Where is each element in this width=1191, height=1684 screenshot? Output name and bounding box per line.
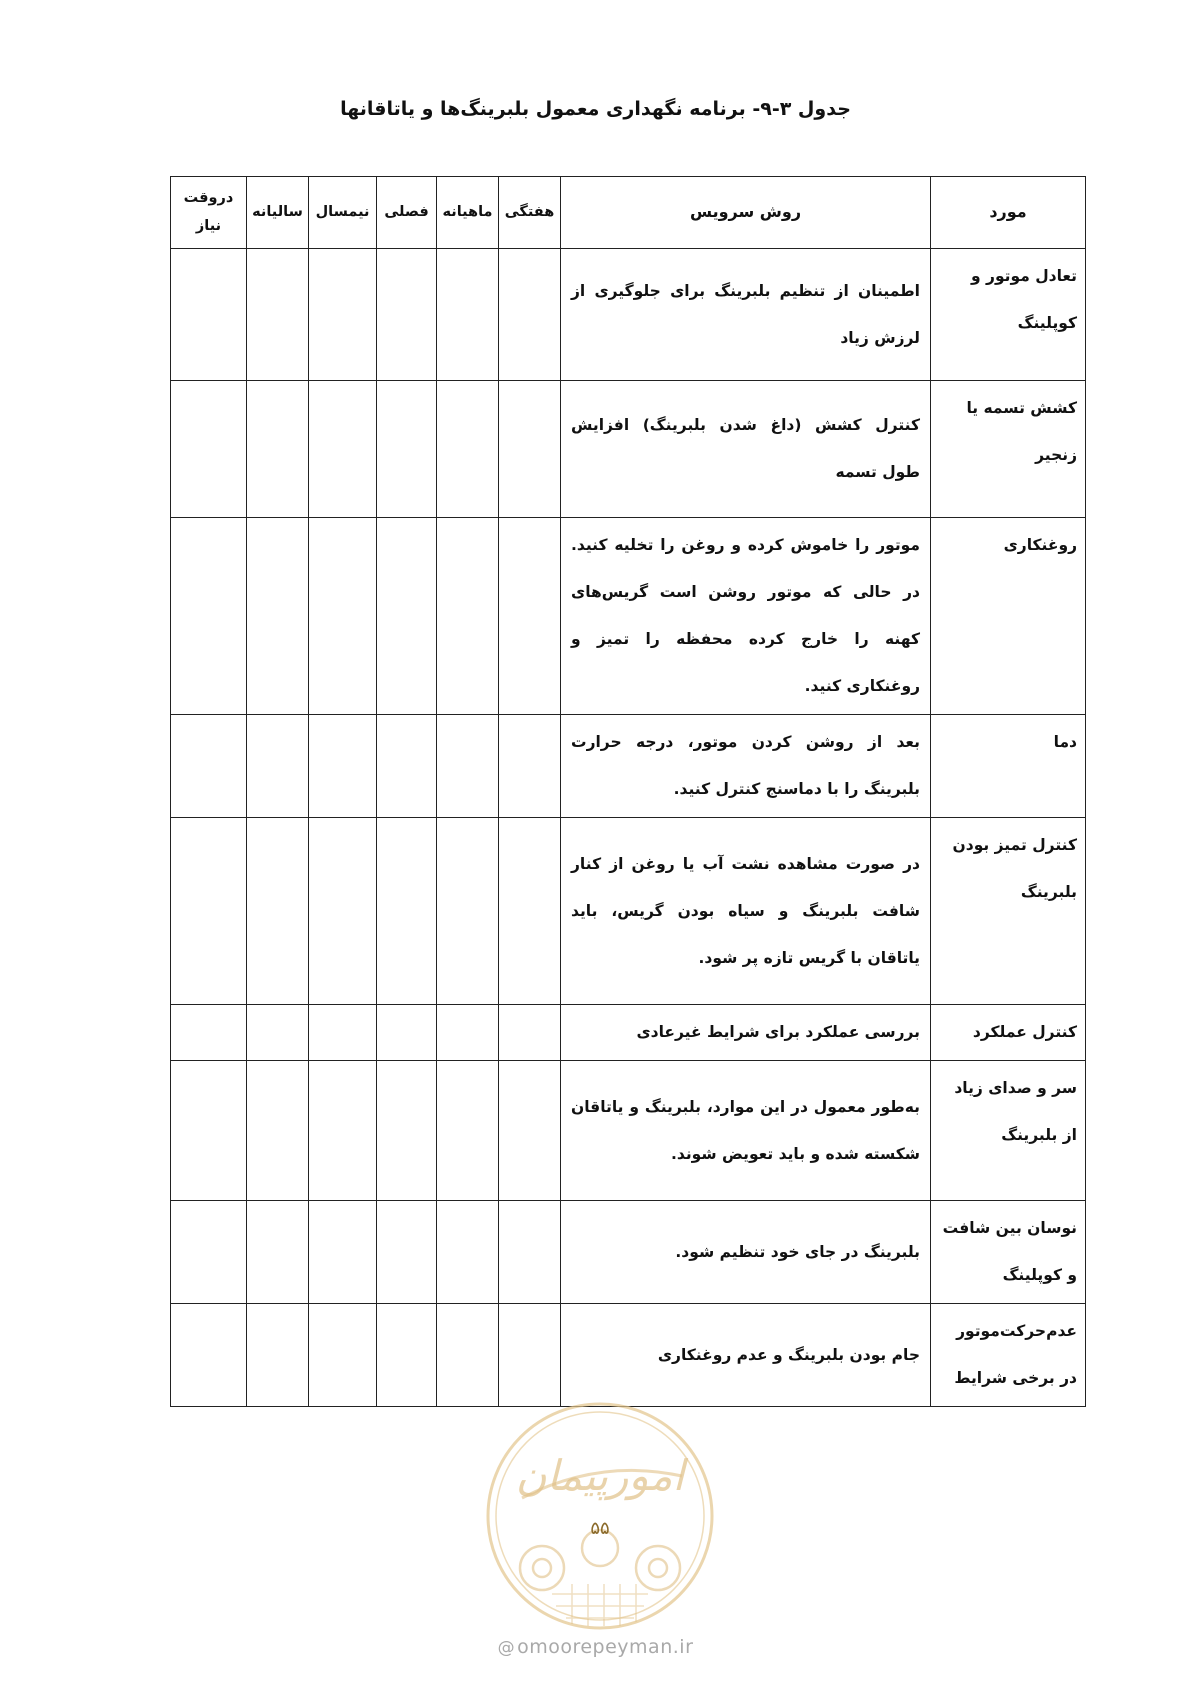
row-item: کنترل عملکرد <box>931 1005 1086 1061</box>
cell-seasonal <box>377 1304 437 1407</box>
table-row <box>171 249 1086 381</box>
cell-monthly <box>437 1061 499 1201</box>
row-method: بلبرینگ در جای خود تنظیم شود. <box>561 1201 931 1304</box>
row-item: کشش تسمه یا زنجیر <box>931 381 1086 518</box>
cell-seasonal <box>377 381 437 518</box>
row-item: دما <box>931 715 1086 818</box>
cell-annual <box>247 1005 309 1061</box>
cell-weekly <box>499 1201 561 1304</box>
cell-semiannual <box>309 1005 377 1061</box>
header-method: روش سرویس <box>561 177 931 249</box>
cell-semiannual <box>309 715 377 818</box>
cell-as-needed <box>171 818 247 1005</box>
cell-monthly <box>437 1304 499 1407</box>
cell-semiannual <box>309 1061 377 1201</box>
table-row <box>171 818 1086 1005</box>
row-item: تعادل موتور و کوپلینگ <box>931 249 1086 381</box>
cell-as-needed <box>171 1005 247 1061</box>
table-row <box>171 518 1086 715</box>
cell-annual <box>247 1304 309 1407</box>
table-row <box>171 381 1086 518</box>
cell-seasonal <box>377 1201 437 1304</box>
svg-text:امورپیمان: امورپیمان <box>515 1451 685 1500</box>
cell-annual <box>247 1061 309 1201</box>
cell-annual <box>247 518 309 715</box>
cell-as-needed <box>171 1201 247 1304</box>
publisher-logo-stamp <box>482 1398 718 1634</box>
cell-as-needed <box>171 1304 247 1407</box>
cell-monthly <box>437 1201 499 1304</box>
table-header-row <box>171 177 1086 249</box>
header-monthly: ماهیانه <box>437 177 499 249</box>
cell-weekly <box>499 1061 561 1201</box>
cell-weekly <box>499 381 561 518</box>
table-row <box>171 715 1086 818</box>
cell-annual <box>247 1201 309 1304</box>
cell-semiannual <box>309 518 377 715</box>
cell-weekly <box>499 249 561 381</box>
cell-weekly <box>499 518 561 715</box>
cell-seasonal <box>377 715 437 818</box>
header-as-needed: دروقت نیاز <box>171 177 247 249</box>
cell-semiannual <box>309 1304 377 1407</box>
table-row <box>171 1061 1086 1201</box>
cell-weekly <box>499 1005 561 1061</box>
website-watermark <box>0 1636 1191 1658</box>
row-item: کنترل تمیز بودن بلبرینگ <box>931 818 1086 1005</box>
cell-seasonal <box>377 518 437 715</box>
header-seasonal: فصلی <box>377 177 437 249</box>
table-row <box>171 1201 1086 1304</box>
row-item: عدم‌حرکت‌موتور در برخی شرایط <box>931 1304 1086 1407</box>
cell-monthly <box>437 715 499 818</box>
row-item: روغنکاری <box>931 518 1086 715</box>
cell-semiannual <box>309 249 377 381</box>
header-item: مورد <box>931 177 1086 249</box>
table-row <box>171 1304 1086 1407</box>
cell-as-needed <box>171 715 247 818</box>
cell-monthly <box>437 1005 499 1061</box>
cell-weekly <box>499 818 561 1005</box>
cell-as-needed <box>171 381 247 518</box>
website-text: omoorepeyman.ir <box>517 1636 694 1658</box>
row-method: بعد از روشن کردن موتور، درجه حرارت بلبرینگ را با دماسنج کنترل کنید. <box>561 715 931 818</box>
cell-annual <box>247 818 309 1005</box>
cell-monthly <box>437 818 499 1005</box>
cell-annual <box>247 715 309 818</box>
cell-weekly <box>499 715 561 818</box>
cell-monthly <box>437 518 499 715</box>
row-method: اطمینان از تنظیم بلبرینگ برای جلوگیری از لرزش زیاد <box>561 249 931 381</box>
row-method: کنترل کشش (داغ شدن بلبرینگ) افزایش طول تسمه <box>561 381 931 518</box>
row-item: نوسان بین شافت و کوپلینگ <box>931 1201 1086 1304</box>
cell-seasonal <box>377 249 437 381</box>
cell-seasonal <box>377 1061 437 1201</box>
row-item: سر و صدای زیاد از بلبرینگ <box>931 1061 1086 1201</box>
page-number: ۵۵ <box>590 1518 610 1539</box>
page-title: جدول ۳-۹- برنامه نگهداری معمول بلبرینگ‌ها و یاتاقانها <box>340 98 851 120</box>
cell-as-needed <box>171 518 247 715</box>
table-row <box>171 1005 1086 1061</box>
cell-seasonal <box>377 1005 437 1061</box>
cell-as-needed <box>171 249 247 381</box>
maintenance-table <box>170 176 1086 1407</box>
row-method: بررسی عملکرد برای شرایط غیرعادی <box>561 1005 931 1061</box>
cell-seasonal <box>377 818 437 1005</box>
cell-as-needed <box>171 1061 247 1201</box>
row-method: به‌طور معمول در این موارد، بلبرینگ و یاتاقان شکسته شده و باید تعویض شوند. <box>561 1061 931 1201</box>
header-annual: سالیانه <box>247 177 309 249</box>
cell-annual <box>247 381 309 518</box>
at-sign-icon: @ <box>497 1638 516 1658</box>
cell-monthly <box>437 381 499 518</box>
row-method: موتور را خاموش کرده و روغن را تخلیه کنید. در حالی که موتور روشن است گریس‌های کهنه را خارج کرده محفظه را تمیز و روغنکاری کنید. <box>561 518 931 715</box>
cell-weekly <box>499 1304 561 1407</box>
header-weekly: هفتگی <box>499 177 561 249</box>
cell-annual <box>247 249 309 381</box>
cell-monthly <box>437 249 499 381</box>
cell-semiannual <box>309 1201 377 1304</box>
row-method: در صورت مشاهده نشت آب یا روغن از کنار شافت بلبرینگ و سیاه بودن گریس، باید یاتاقان با گریس تازه پر شود. <box>561 818 931 1005</box>
cell-semiannual <box>309 381 377 518</box>
row-method: جام بودن بلبرینگ و عدم روغنکاری <box>561 1304 931 1407</box>
cell-semiannual <box>309 818 377 1005</box>
header-semiannual: نیمسال <box>309 177 377 249</box>
